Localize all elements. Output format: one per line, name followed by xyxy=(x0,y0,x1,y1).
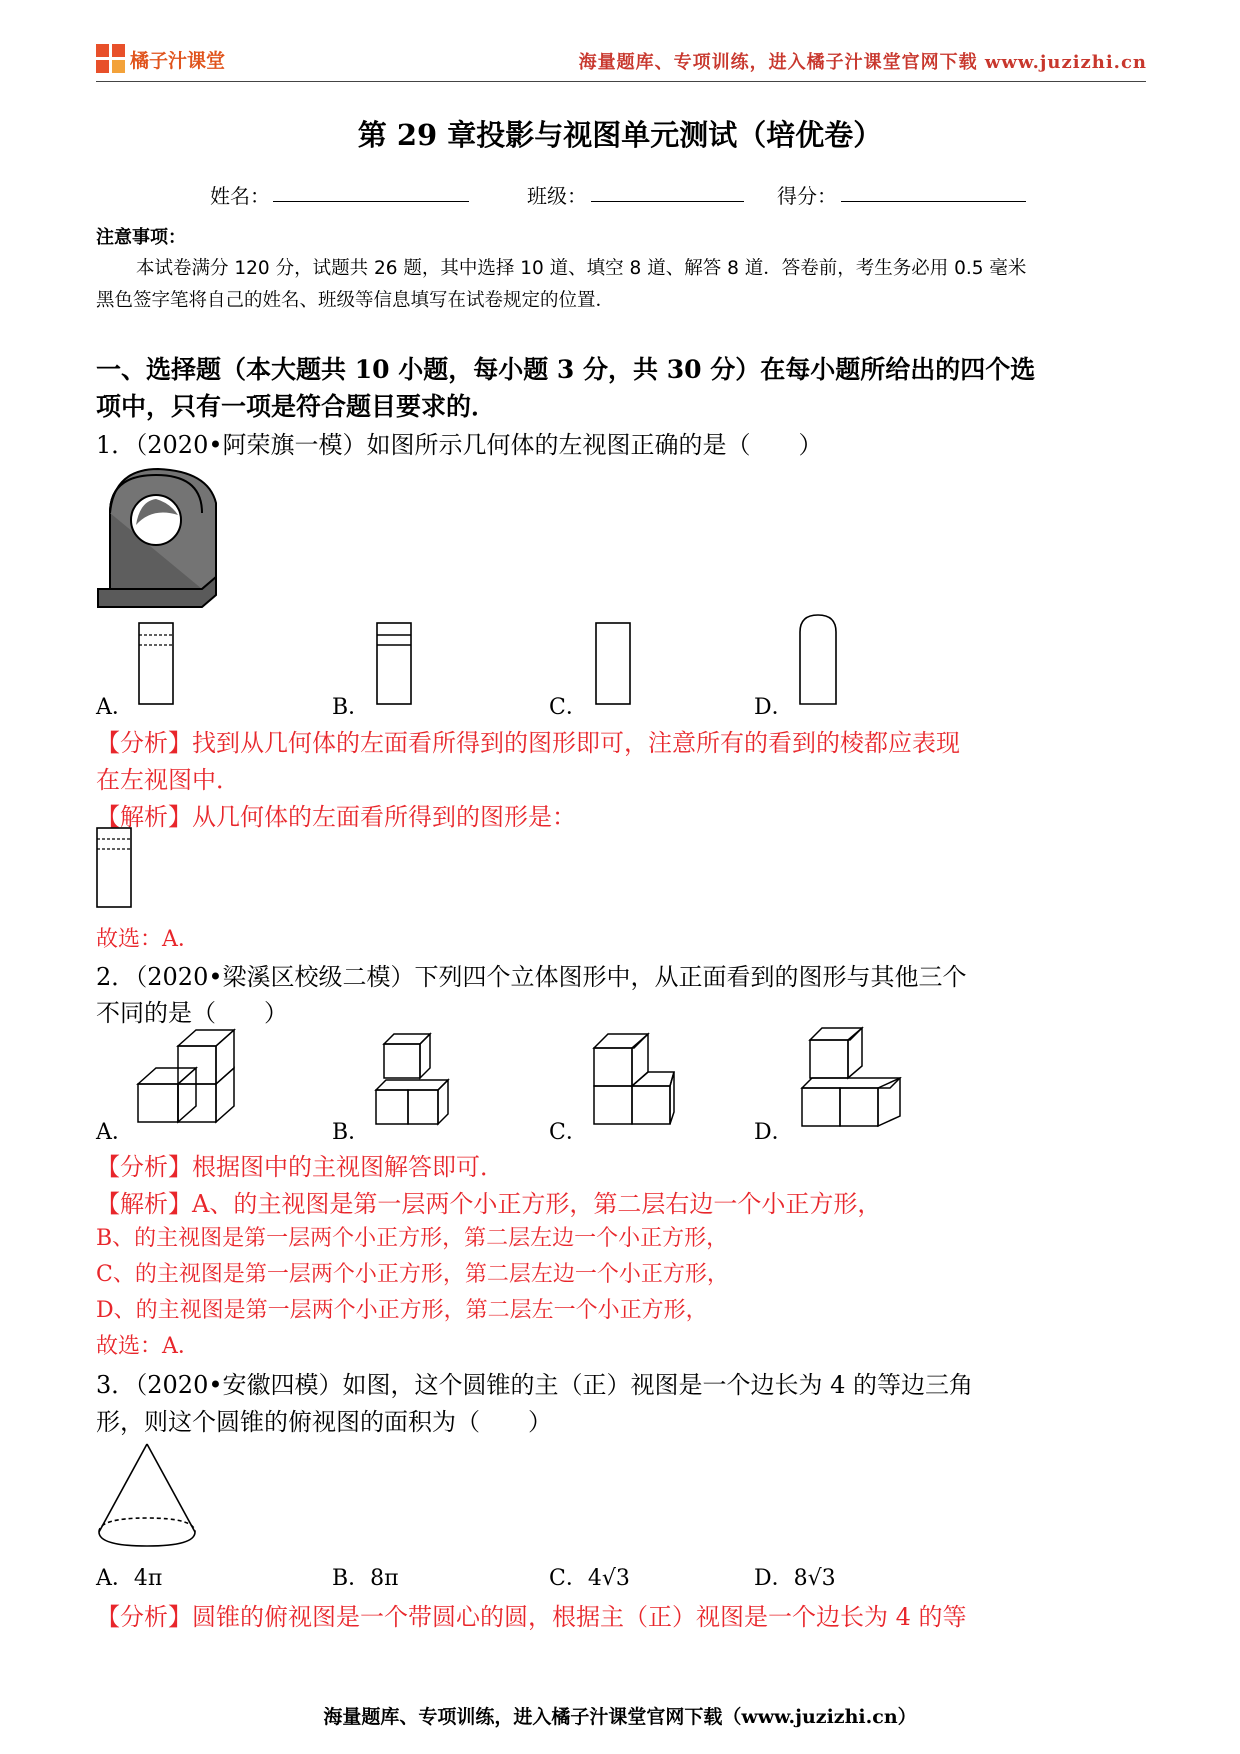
option-d-label[interactable]: D．8√3 xyxy=(754,1566,836,1591)
q1-solution: 【解析】从几何体的左面看所得到的图形是： xyxy=(96,803,576,831)
name-label: 姓名： xyxy=(210,184,270,208)
option-b-figure xyxy=(376,622,412,706)
option-b-label[interactable]: B． xyxy=(332,1120,371,1145)
name-field[interactable] xyxy=(273,201,469,202)
notes-line: 本试卷满分 120 分，试题共 26 题，其中选择 10 道、填空 8 道、解答 8 道．答卷前，考生务必用 0.5 毫米 xyxy=(136,258,1027,279)
q3-analysis: 【分析】圆锥的俯视图是一个带圆心的圆，根据主（正）视图是一个边长为 4 的等 xyxy=(96,1603,967,1631)
section-heading: 项中，只有一项是符合题目要求的． xyxy=(96,392,497,421)
q2-option-b-figure xyxy=(374,1032,454,1132)
logo-icon xyxy=(96,44,126,74)
option-c-label[interactable]: C． xyxy=(549,1120,588,1145)
document-title: 第 29 章投影与视图单元测试（培优卷） xyxy=(357,118,883,152)
q2-option-a-figure xyxy=(134,1022,254,1132)
header-slogan[interactable]: 海量题库、专项训练，进入橘子汁课堂官网下载 www.juzizhi.cn xyxy=(578,52,1147,73)
option-d-label[interactable]: D． xyxy=(754,1120,794,1145)
question-1-stem: 1．（2020•阿荣旗一模）如图所示几何体的左视图正确的是（ ） xyxy=(96,431,823,459)
option-a-label[interactable]: A． xyxy=(96,695,134,720)
q2-solution: C、的主视图是第一层两个小正方形，第二层左边一个小正方形， xyxy=(96,1262,729,1287)
section-heading: 一、选择题（本大题共 10 小题，每小题 3 分，共 30 分）在每小题所给出的四个选 xyxy=(96,355,1036,384)
question-3-stem: 形，则这个圆锥的俯视图的面积为（ ） xyxy=(96,1408,552,1436)
q2-analysis: 【分析】根据图中的主视图解答即可． xyxy=(96,1153,504,1181)
q2-solution: D、的主视图是第一层两个小正方形，第二层左一个小正方形， xyxy=(96,1298,708,1323)
q1-solution-figure xyxy=(96,827,132,909)
logo-text: 橘子汁课堂 xyxy=(130,50,226,72)
option-b-label[interactable]: B．8π xyxy=(332,1566,399,1591)
question-2-stem: 不同的是（ ） xyxy=(96,999,288,1027)
class-label: 班级： xyxy=(527,184,587,208)
q1-analysis: 在左视图中． xyxy=(96,766,240,794)
question-3-stem: 3．（2020•安徽四模）如图，这个圆锥的主（正）视图是一个边长为 4 的等边三角 xyxy=(96,1371,974,1399)
option-a-label[interactable]: A．4π xyxy=(96,1566,163,1591)
q2-answer: 故选：A． xyxy=(96,1334,200,1359)
q2-solution: 【解析】A、的主视图是第一层两个小正方形，第二层右边一个小正方形， xyxy=(96,1190,882,1218)
q2-option-c-figure xyxy=(590,1026,680,1134)
header-divider xyxy=(96,81,1146,82)
q2-option-d-figure xyxy=(800,1024,904,1134)
footer-text[interactable]: 海量题库、专项训练，进入橘子汁课堂官网下载（www.juzizhi.cn） xyxy=(323,1706,917,1728)
q2-solution: B、的主视图是第一层两个小正方形，第二层左边一个小正方形， xyxy=(96,1226,729,1251)
score-field[interactable] xyxy=(841,201,1026,202)
q1-solid-figure xyxy=(96,465,226,615)
option-c-figure xyxy=(595,622,631,706)
score-label: 得分： xyxy=(777,184,837,208)
notes-line: 黑色签字笔将自己的姓名、班级等信息填写在试卷规定的位置． xyxy=(96,290,615,311)
option-a-figure xyxy=(138,622,174,706)
option-b-label[interactable]: B． xyxy=(332,695,371,720)
notes-title: 注意事项： xyxy=(96,227,186,248)
q3-cone-figure xyxy=(96,1442,202,1550)
q1-analysis: 【分析】找到从几何体的左面看所得到的图形即可，注意所有的看到的棱都应表现 xyxy=(96,729,960,757)
option-d-label[interactable]: D． xyxy=(754,695,794,720)
option-d-figure xyxy=(799,614,837,706)
class-field[interactable] xyxy=(591,201,744,202)
q1-answer: 故选：A． xyxy=(96,927,200,952)
option-c-label[interactable]: C． xyxy=(549,695,588,720)
option-c-label[interactable]: C．4√3 xyxy=(549,1566,630,1591)
option-a-label[interactable]: A． xyxy=(96,1120,134,1145)
question-2-stem: 2．（2020•梁溪区校级二模）下列四个立体图形中，从正面看到的图形与其他三个 xyxy=(96,963,967,991)
